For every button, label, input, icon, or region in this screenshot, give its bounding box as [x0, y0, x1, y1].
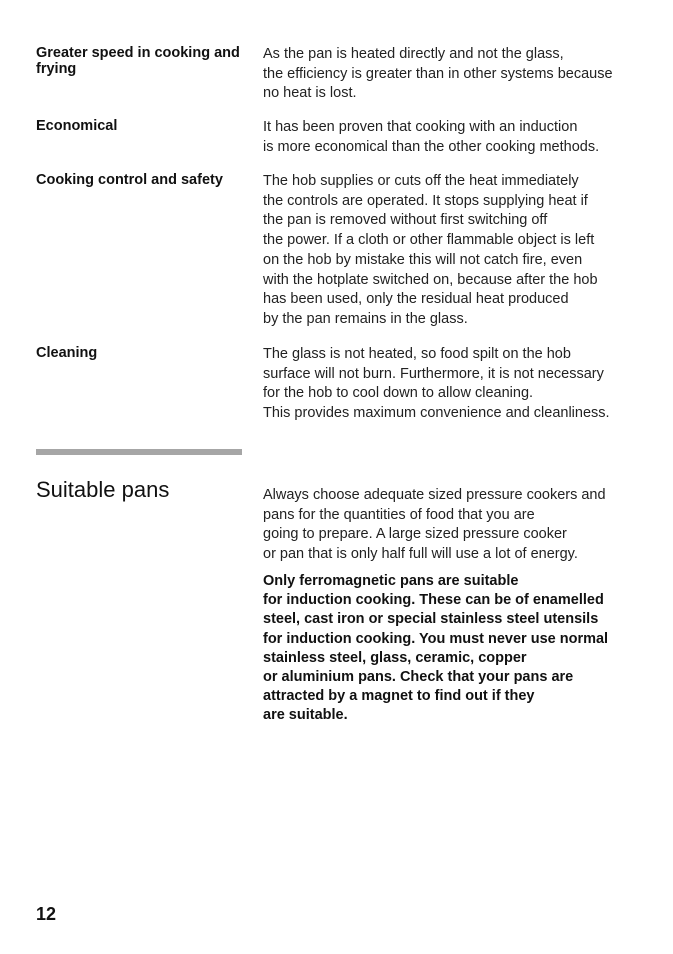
feature-description: The glass is not heated, so food spilt on the hob surface will not burn. Furthermore, it is not necessary for the hob to cool down to allow cleaning. This provides maximum convenience and cleanliness. — [263, 346, 610, 422]
feature-description: The hob supplies or cuts off the heat immediately the controls are operated. It stops supplying heat if the pan is removed without first switching off the power. If a cloth or other flammable object is left on the hob by mistake this will not catch fire, even with the hotplate switched on, because after the hob has been used, only the residual heat produced by the pan remains in the glass. — [263, 173, 598, 327]
page-number: 12 — [36, 904, 57, 924]
notice-text: Only ferromagnetic pans are suitable for induction cooking. These can be of enamelled steel, cast iron or special stainless steel utensils for induction cooking. You must never use normal stainless steel, glass, ceramic, copper or aluminium pans. Check that your pans are attracted by a magnet to find out if they are suitable. — [263, 573, 609, 724]
section-paragraph: Always choose adequate sized pressure cookers and pans for the quantities of food that you are going to prepare. A large sized pressure cooker or pan that is only half full will use a lot of energy. — [263, 487, 606, 563]
feature-term: Greater speed in cooking and frying — [36, 45, 240, 77]
feature-term: Economical — [36, 118, 118, 134]
feature-description: As the pan is heated directly and not the glass, the efficiency is greater than in other systems because no heat is lost. — [263, 46, 613, 102]
section-divider — [36, 449, 242, 455]
feature-term: Cleaning — [36, 345, 98, 361]
section-heading: Suitable pans — [36, 477, 170, 503]
feature-term: Cooking control and safety — [36, 172, 223, 188]
feature-description: It has been proven that cooking with an induction is more economical than the other cooking methods. — [263, 119, 600, 155]
